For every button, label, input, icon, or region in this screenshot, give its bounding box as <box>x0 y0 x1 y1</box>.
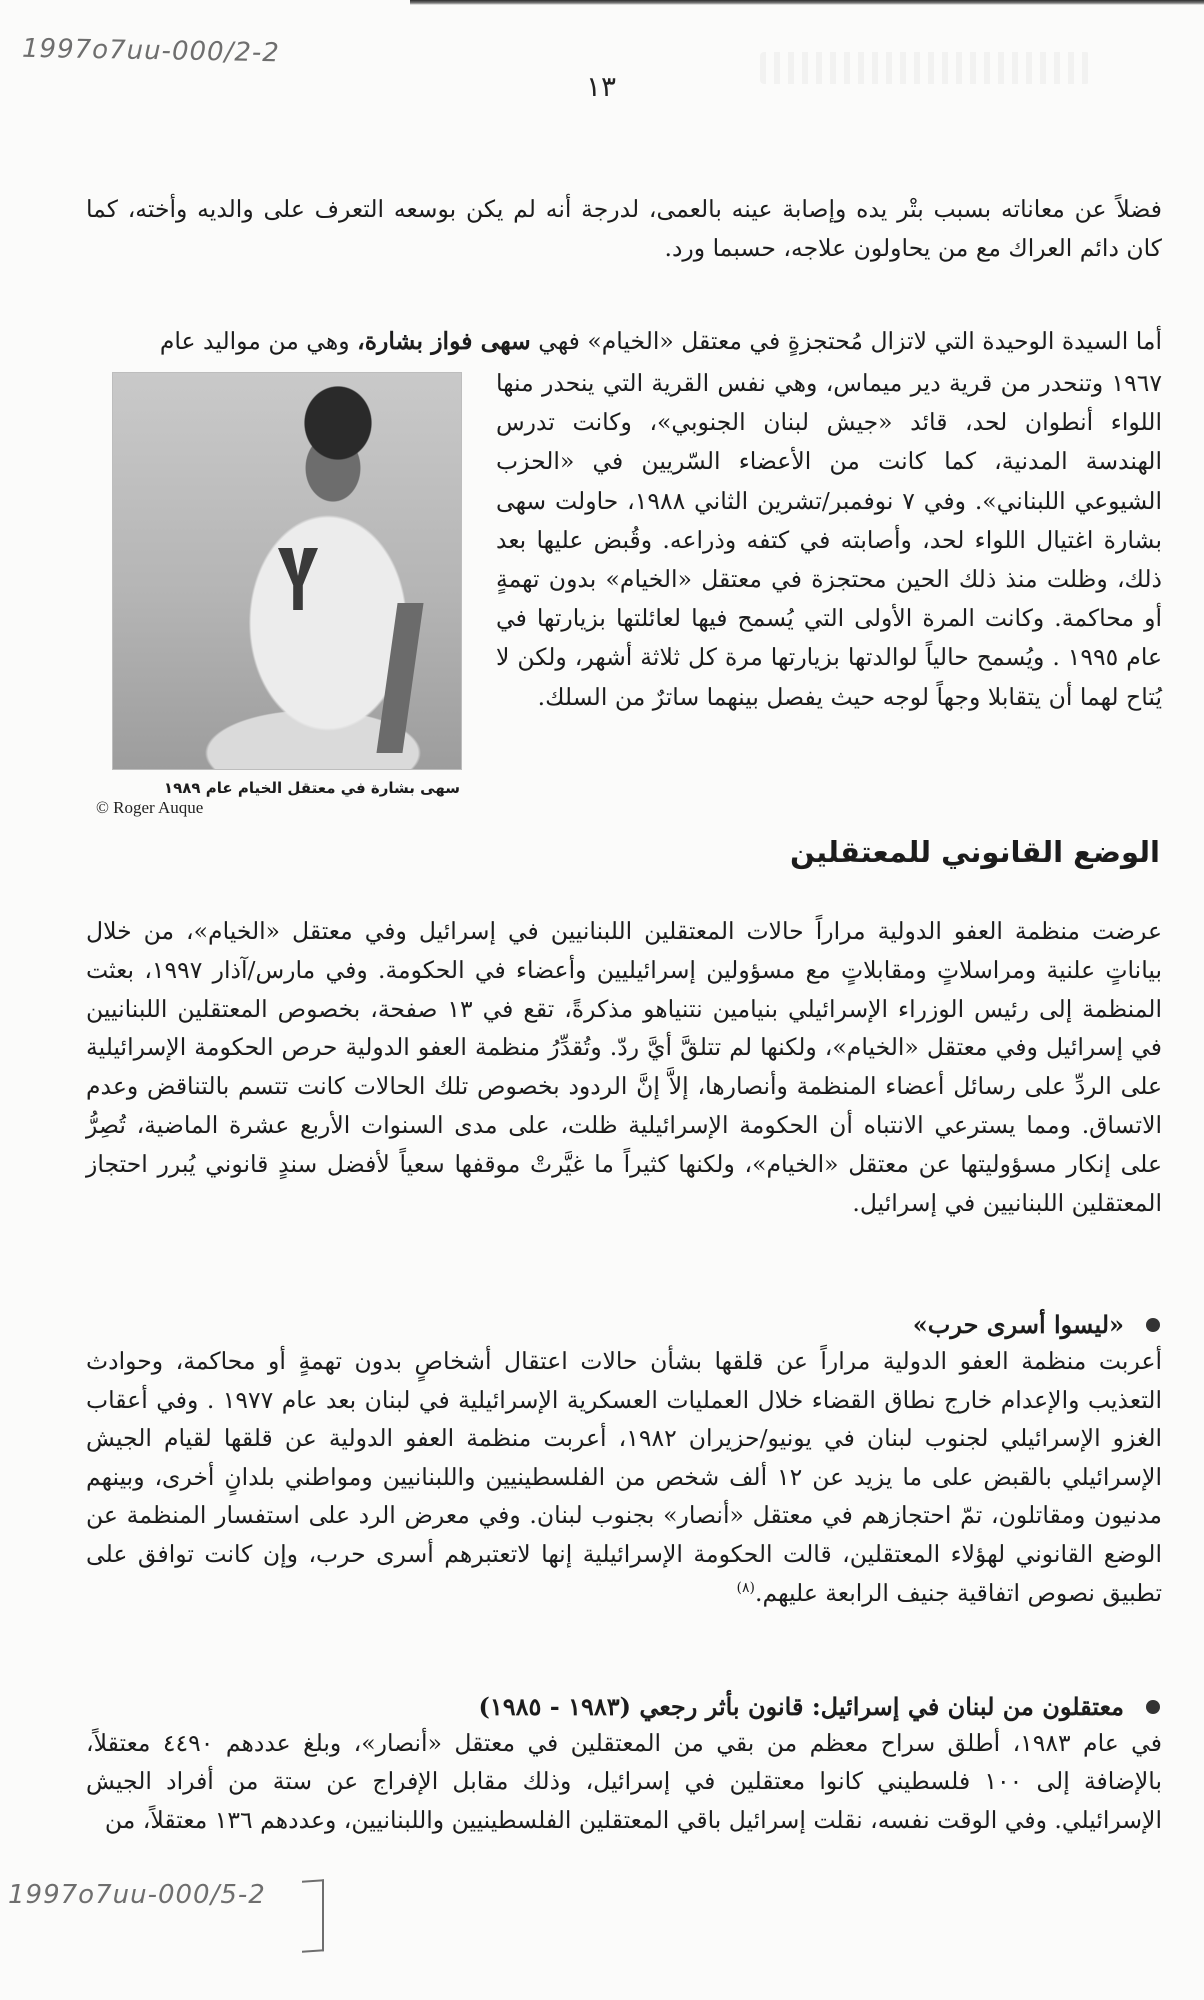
paragraph-legal-status: عرضت منظمة العفو الدولية مراراً حالات المعتقلين اللبنانيين في إسرائيل وفي معتقل «الخيام»، من خلال بياناتٍ علنية ومراسلاتٍ ومقابلاتٍ مع مسؤولين إسرائيليين وأعضاء في الحكومة. وفي مارس/آذار ١٩٩٧، بعثت المنظمة إلى رئيس الوزراء الإسرائيلي بنيامين نتنياهو مذكرةً، تقع في ١٣ صفحة، بخصوص المعتقلين اللبنانيين في إسرائيل وفي معتقل «الخيام»، ولكنها لم تتلقَّ أيَّ ردّ. وتُقدِّرُ منظمة العفو الدولية حرص الحكومة الإسرائيلية على الردِّ على رسائل أعضاء المنظمة وأنصارها، إلاَّ إنَّ الردود بخصوص تلك الحالات كانت تتسم بالتناقض وعدم الاتساق. ومما يسترعي الانتباه أن الحكومة الإسرائيلية ظلت، على مدى السنوات الأربع عشرة الماضية، تُصِرُّ على إنكار مسؤوليتها عن معتقل «الخيام»، ولكنها كثيراً ما غيَّرتْ موقفها سعياً لأفضل سندٍ قانوني يُبرر احتجاز المعتقلين اللبنانيين في إسرائيل. <box>86 917 1162 1217</box>
show-through-text <box>760 52 1090 84</box>
subsection-heading-retroactive-law <box>478 1690 1160 1724</box>
paragraph-not-pows-body: أعربت منظمة العفو الدولية مراراً عن قلقها بشأن حالات اعتقال أشخاصٍ بدون تهمةٍ أو محاكمة، وحوادث التعذيب والإعدام خارج نطاق القضاء خلال العمليات العسكرية الإسرائيلية في لبنان بعد عام ١٩٧٧ . وفي أعقاب الغزو الإسرائيلي لجنوب لبنان في يونيو/حزيران ١٩٨٢، أعربت منظمة العفو الدولية عن قلقها لقيام الجيش الإسرائيلي بالقبض على ما يزيد عن ١٢ ألف شخص من الفلسطينيين واللبنانيين ومواطني بلدانٍ أخرى، وبينهم مدنيون ومقاتلون، تمّ احتجازهم في معتقل «أنصار» بجنوب لبنان. وفي معرض الرد على استفسار المنظمة عن الوضع القانوني لهؤلاء المعتقلين، قالت الحكومة الإسرائيلية إنها لاتعتبرهم أسرى حرب، وإن كانت توافق على تطبيق نصوص اتفاقية جنيف الرابعة عليهم. <box>86 1347 1163 1607</box>
handwritten-bracket <box>302 1879 324 1953</box>
subsection-heading-not-pows <box>913 1308 1160 1342</box>
paragraph-suha-intro-end: وهي من مواليد عام <box>159 327 350 355</box>
paragraph-suha-intro-start: أما السيدة الوحيدة التي لاتزال مُحتجزةٍ في معتقل «الخيام» فهي <box>538 327 1162 355</box>
paragraph-retroactive-law: في عام ١٩٨٣، أطلق سراح معظم من بقي من المعتقلين في معتقل «أنصار»، وبلغ عددهم ٤٤٩٠ معتقلاً، بالإضافة إلى ١٠٠ فلسطيني كانوا معتقلين في إسرائيل، وذلك مقابل الإفراج عن ستة من أفراد الجيش الإسرائيلي. وفي الوقت نفسه، نقلت إسرائيل باقي المعتقلين الفلسطينيين واللبنانيين، وعددهم ١٣٦ معتقلاً، من <box>86 1729 1163 1834</box>
paragraph-not-pows <box>86 1342 1162 1612</box>
bullet-icon <box>1146 1700 1160 1714</box>
photo-credit: © Roger Auque <box>96 798 204 817</box>
footnote-marker: (٨) <box>736 1579 755 1596</box>
paragraph-continuation: فضلاً عن معاناته بسبب بتْر يده وإصابة عينه بالعمى، لدرجة أنه لم يكن بوسعه التعرف على والديه وأخته، كما كان دائم العراك مع من يحاولون علاجه، حسبما ورد. <box>86 195 1162 262</box>
page-number: ١٣ <box>586 70 617 103</box>
portrait-photo <box>112 372 462 770</box>
subsection-heading-text: معتقلون من لبنان في إسرائيل: قانون بأثر رجعي (١٩٨٣ - ١٩٨٥) <box>478 1692 1124 1721</box>
section-heading-legal-status: الوضع القانوني للمعتقلين <box>790 835 1160 869</box>
paragraph-suha-details: ١٩٦٧ وتنحدر من قرية دير ميماس، وهي نفس القرية التي ينحدر منها اللواء أنطوان لحد، قائد «جيش لبنان الجنوبي»، وكانت تدرس الهندسة المدنية، كما كانت من الأعضاء السّريين في «الحزب الشيوعي اللبناني». وفي ٧ نوفمبر/تشرين الثاني ١٩٨٨، حاولت سهى بشارة اغتيال اللواء لحد، وأصابته في كتفه وذراعه. وقُبض عليها بعد ذلك، وظلت منذ ذلك الحين محتجزة في معتقل «الخيام» بدون تهمةٍ أو محاكمة. وكانت المرة الأولى التي يُسمح فيها لعائلتها بزيارتها في عام ١٩٩٥ . ويُسمح حالياً لوالدتها بزيارتها مرة كل ثلاثة أشهر، ولكن لا يُتاح لهما أن يتقابلا وجهاً لوجه حيث يفصل بينهما ساترٌ من السلك. <box>496 369 1163 711</box>
paragraph-suha-intro <box>86 322 1162 361</box>
person-name-highlight: سهى فواز بشارة، <box>357 327 531 355</box>
handwritten-reference-bottom: 1997o7uu-000/5-2 <box>8 1880 266 1910</box>
handwritten-reference-top: 1997o7uu-000/2-2 <box>21 33 281 69</box>
bullet-icon <box>1146 1318 1160 1332</box>
scan-edge-shadow <box>410 0 1204 5</box>
subsection-heading-text: «ليسوا أسرى حرب» <box>912 1310 1124 1339</box>
photo-caption: سهى بشارة في معتقل الخيام عام ١٩٨٩ <box>163 779 460 797</box>
